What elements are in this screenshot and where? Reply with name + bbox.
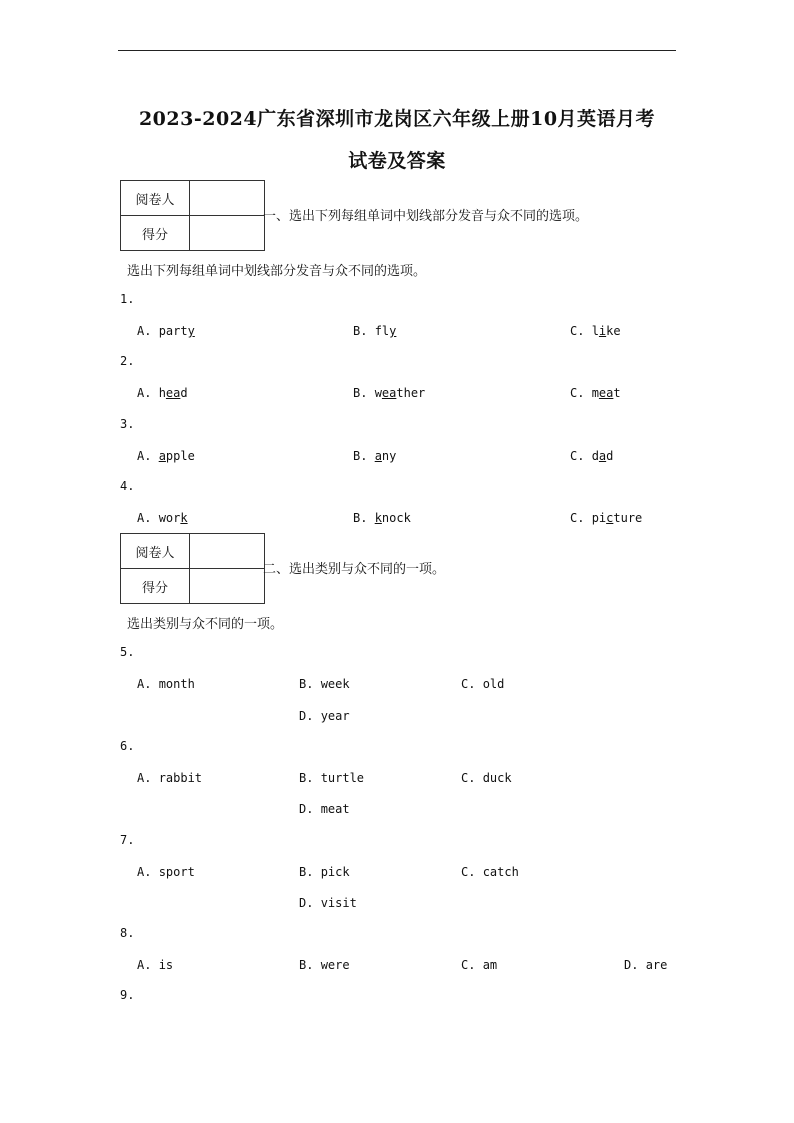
word-part: fl — [374, 324, 390, 338]
option-7c[interactable] — [461, 865, 519, 879]
option-4a[interactable] — [137, 511, 188, 525]
underlined-part: i — [598, 324, 607, 338]
section-2-instruction: 选出类别与众不同的一项。 — [127, 617, 284, 632]
section-1-title: 一、选出下列每组单词中划线部分发音与众不同的选项。 — [263, 209, 589, 224]
underlined-part: a — [374, 449, 382, 463]
option-letter: C. — [461, 677, 476, 691]
option-8a[interactable] — [137, 958, 173, 972]
option-word: old — [482, 677, 505, 691]
question-number: 1. — [120, 292, 135, 306]
option-word: meat — [320, 802, 350, 816]
option-letter: D. — [624, 958, 639, 972]
question-number: 3. — [120, 417, 135, 431]
underlined-part: k — [374, 511, 382, 525]
option-5c[interactable] — [461, 677, 504, 691]
option-letter: D. — [299, 709, 314, 723]
document-title-line2: 试卷及答案 — [348, 150, 446, 172]
header-rule — [118, 50, 676, 51]
option-letter: A. — [137, 324, 152, 338]
word-part: w — [374, 386, 382, 400]
option-word: pick — [320, 865, 350, 879]
option-2a[interactable] — [137, 386, 188, 400]
option-word: month — [158, 677, 195, 691]
option-letter: A. — [137, 865, 152, 879]
score-label: 得分 — [121, 216, 190, 251]
underlined-part: k — [180, 511, 188, 525]
word-part: pi — [591, 511, 607, 525]
word-part: ke — [606, 324, 621, 338]
option-word: visit — [320, 896, 357, 910]
option-6d[interactable] — [299, 802, 350, 816]
option-letter: B. — [353, 324, 368, 338]
option-letter: B. — [299, 771, 314, 785]
option-1b[interactable] — [353, 324, 396, 338]
grader-table-1 — [120, 180, 265, 251]
option-6b[interactable] — [299, 771, 364, 785]
underlined-part: a — [598, 449, 607, 463]
option-letter: D. — [299, 896, 314, 910]
question-number: 6. — [120, 739, 135, 753]
option-word: year — [320, 709, 350, 723]
reviewer-label: 阅卷人 — [121, 181, 190, 216]
word-part: part — [158, 324, 188, 338]
option-letter: C. — [570, 324, 585, 338]
word-part: h — [158, 386, 166, 400]
option-letter: C. — [461, 958, 476, 972]
question-number: 4. — [120, 479, 135, 493]
option-word: is — [158, 958, 174, 972]
option-7d[interactable] — [299, 896, 357, 910]
option-2b[interactable] — [353, 386, 425, 400]
reviewer-label: 阅卷人 — [121, 534, 190, 569]
option-letter: A. — [137, 771, 152, 785]
reviewer-field — [190, 181, 265, 216]
word-part: ther — [396, 386, 426, 400]
option-word: are — [645, 958, 668, 972]
underlined-part: ea — [165, 386, 181, 400]
option-7a[interactable] — [137, 865, 195, 879]
underlined-part: y — [187, 324, 195, 338]
score-field — [190, 569, 265, 604]
option-8c[interactable] — [461, 958, 497, 972]
option-word: week — [320, 677, 350, 691]
option-5b[interactable] — [299, 677, 350, 691]
underlined-part: ea — [381, 386, 397, 400]
underlined-part: y — [389, 324, 397, 338]
option-8b[interactable] — [299, 958, 350, 972]
option-letter: A. — [137, 958, 152, 972]
word-part: nock — [381, 511, 411, 525]
option-8d[interactable] — [624, 958, 667, 972]
option-word: sport — [158, 865, 195, 879]
word-part: m — [591, 386, 599, 400]
document-title-line1: 2023-2024广东省深圳市龙岗区六年级上册10月英语月考 — [138, 108, 656, 130]
word-part: t — [613, 386, 621, 400]
option-3a[interactable] — [137, 449, 195, 463]
option-letter: B. — [299, 958, 314, 972]
option-letter: C. — [570, 511, 585, 525]
option-3b[interactable] — [353, 449, 396, 463]
option-letter: C. — [570, 386, 585, 400]
question-number: 9. — [120, 988, 135, 1002]
option-1a[interactable] — [137, 324, 195, 338]
underlined-part: ea — [598, 386, 614, 400]
option-5d[interactable] — [299, 709, 350, 723]
word-part: ny — [381, 449, 397, 463]
option-letter: C. — [461, 771, 476, 785]
section-2-title: 二、选出类别与众不同的一项。 — [263, 562, 446, 577]
option-5a[interactable] — [137, 677, 195, 691]
word-part: l — [591, 324, 599, 338]
option-letter: D. — [299, 802, 314, 816]
option-6a[interactable] — [137, 771, 202, 785]
reviewer-field — [190, 534, 265, 569]
underlined-part: c — [606, 511, 614, 525]
option-2c[interactable] — [570, 386, 621, 400]
option-word: were — [320, 958, 350, 972]
question-number: 2. — [120, 354, 135, 368]
question-number: 7. — [120, 833, 135, 847]
option-letter: B. — [299, 865, 314, 879]
underlined-part: a — [158, 449, 166, 463]
question-number: 5. — [120, 645, 135, 659]
word-part: d — [180, 386, 188, 400]
option-letter: A. — [137, 677, 152, 691]
option-3c[interactable] — [570, 449, 613, 463]
option-letter: C. — [461, 865, 476, 879]
option-6c[interactable] — [461, 771, 512, 785]
option-letter: B. — [299, 677, 314, 691]
word-part: d — [606, 449, 614, 463]
option-letter: B. — [353, 511, 368, 525]
option-letter: A. — [137, 511, 152, 525]
word-part: ture — [613, 511, 643, 525]
grader-table-2 — [120, 533, 265, 604]
option-word: catch — [482, 865, 519, 879]
option-word: am — [482, 958, 498, 972]
score-label: 得分 — [121, 569, 190, 604]
option-4b[interactable] — [353, 511, 411, 525]
option-word: turtle — [320, 771, 365, 785]
option-word: duck — [482, 771, 512, 785]
option-letter: C. — [570, 449, 585, 463]
option-4c[interactable] — [570, 511, 642, 525]
option-letter: B. — [353, 386, 368, 400]
option-1c[interactable] — [570, 324, 621, 338]
word-part: d — [591, 449, 599, 463]
section-1-instruction: 选出下列每组单词中划线部分发音与众不同的选项。 — [127, 264, 427, 279]
option-letter: A. — [137, 386, 152, 400]
score-field — [190, 216, 265, 251]
word-part: wor — [158, 511, 181, 525]
option-letter: A. — [137, 449, 152, 463]
word-part: pple — [165, 449, 195, 463]
option-letter: B. — [353, 449, 368, 463]
option-word: rabbit — [158, 771, 203, 785]
question-number: 8. — [120, 926, 135, 940]
option-7b[interactable] — [299, 865, 350, 879]
